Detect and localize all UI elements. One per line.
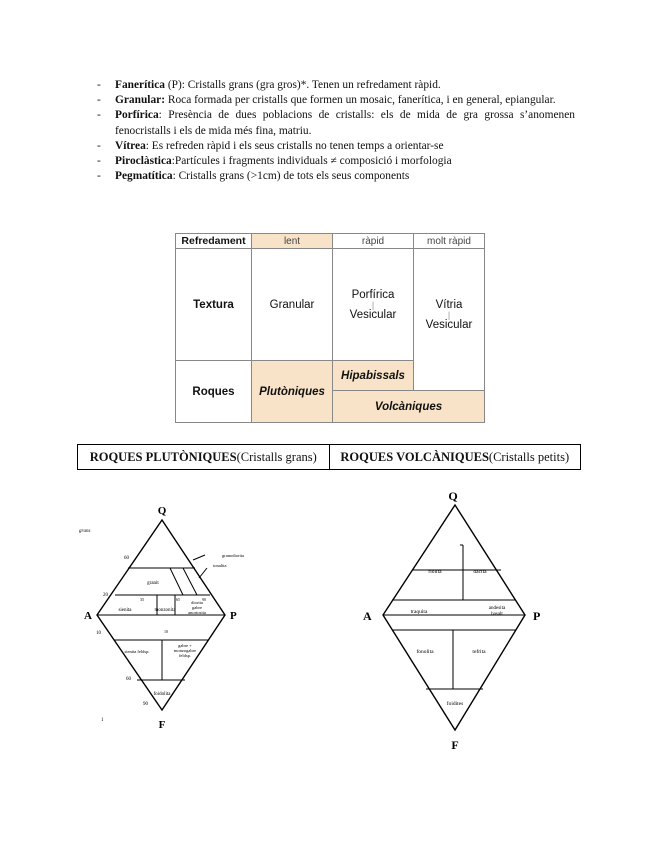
vitria-text: Vítria — [435, 299, 463, 311]
cell-hipabissals: Hipabissals — [333, 361, 414, 391]
pq-feldsp: feldsp. — [178, 653, 192, 658]
pq-tonalita: tonalita — [213, 563, 227, 568]
bullet-vitrea: - Vítrea: Es refreden ràpid i els seus cristalls no tenen temps a orientar-se — [97, 139, 444, 152]
pq-q-label: Q — [157, 505, 167, 517]
vq-traquita: traquita — [410, 609, 428, 615]
cooling-table — [175, 233, 485, 423]
pq-monzonita: monzonita — [154, 608, 176, 613]
vq-andesita: andesita — [488, 606, 506, 611]
bullet-porfirica: - Porfírica: Presència de dues poblacions de cristalls: els de mida de gra grossa s’anomenen fenocristalls i els de mida més fina, matriu. — [97, 109, 575, 137]
porfirica-text: Porfírica — [351, 288, 395, 301]
section-headings — [77, 444, 581, 470]
plutonic-qapf-diagram — [75, 500, 260, 735]
texture-definitions — [97, 78, 575, 184]
bullet-piroclastica: - Piroclàstica:Partícules i fragments individuals ≠ composició i morfologia — [97, 155, 452, 168]
plutonic-heading: ROQUES PLUTÒNIQUES (Cristalls grans) — [78, 445, 330, 469]
vq-f-label: F — [451, 738, 459, 752]
pq-diorita: diorita — [191, 600, 203, 605]
cell-granular: Granular — [252, 249, 333, 361]
pq-n1: 1 — [101, 718, 104, 723]
bullet-granular: - Granular: Roca formada per cristalls que formen un mosaic, fanerítica, i en general, epiangular. — [97, 94, 556, 107]
vq-a-label: A — [363, 609, 372, 623]
pq-foidolita: foidolita — [153, 692, 171, 697]
cell-plutoniques: Plutòniques — [252, 361, 333, 423]
pq-gabre: gabre — [192, 605, 202, 610]
pq-sienita: sienita — [118, 608, 132, 613]
cell-volcaniques: Volcàniques — [333, 391, 485, 423]
pq-n35: 35 — [140, 597, 144, 602]
pq-n65: 65 — [176, 597, 180, 602]
vq-dacita: dacita — [473, 569, 487, 575]
volcanic-qapf-diagram — [355, 485, 555, 755]
vesicular2-text: Vesicular — [425, 319, 473, 331]
pq-corner-note: grans — [79, 529, 91, 534]
col-very-fast: molt ràpid — [414, 234, 485, 249]
pq-n60: 60 — [124, 556, 129, 561]
volcanic-heading: ROQUES VOLCÀNIQUES (Cristalls petits) — [340, 449, 570, 464]
pq-monzogabre: monzogabre — [173, 648, 197, 653]
pq-n60b: 60 — [126, 677, 131, 682]
pq-granit: granit — [147, 581, 159, 586]
cooling-corner: Refredament — [176, 234, 252, 249]
pq-gabre-plus: gabre + — [178, 643, 192, 648]
col-fast: ràpid — [333, 234, 414, 249]
cell-vitria: Vítria | Vesicular — [414, 249, 485, 391]
pq-n90b: 90 — [202, 597, 206, 602]
pq-n90: 90 — [143, 702, 148, 707]
vesicular-text: Vesicular — [349, 308, 397, 321]
vq-p-label: P — [533, 609, 541, 623]
pq-a-label: A — [84, 610, 92, 622]
row-texture: Textura — [176, 249, 252, 361]
vq-foidites: foidites — [446, 701, 464, 707]
pq-sienita-feldsp: sienita feldsp. — [124, 649, 150, 654]
pq-anortosita: anortosita — [188, 610, 206, 615]
col-slow: lent — [252, 234, 333, 249]
pq-p-label: P — [230, 610, 237, 622]
pq-n20: 20 — [103, 593, 108, 598]
vq-fonolita: fonolita — [416, 649, 434, 655]
vq-q-label: Q — [448, 489, 458, 503]
pq-granodiorita: granodiorita — [222, 553, 244, 558]
vq-tefrita: tefrita — [472, 649, 486, 655]
bullet-faneritica: - Fanerítica (P): Cristalls grans (gra gros)*. Tenen un refredament ràpid. — [97, 79, 441, 91]
vq-riolita: riolita — [428, 569, 442, 575]
bullet-pegmatitica: - Pegmatítica: Cristalls grans (>1cm) de tots els seus components — [97, 170, 410, 183]
pq-n10b: 10 — [164, 629, 168, 634]
vq-basalt: basalt — [491, 612, 503, 617]
pq-f-label: F — [158, 719, 166, 731]
row-rocks: Roques — [176, 361, 252, 423]
cell-porfirica: Porfírica | Vesicular — [333, 249, 414, 361]
pq-n10: 10 — [96, 631, 101, 636]
